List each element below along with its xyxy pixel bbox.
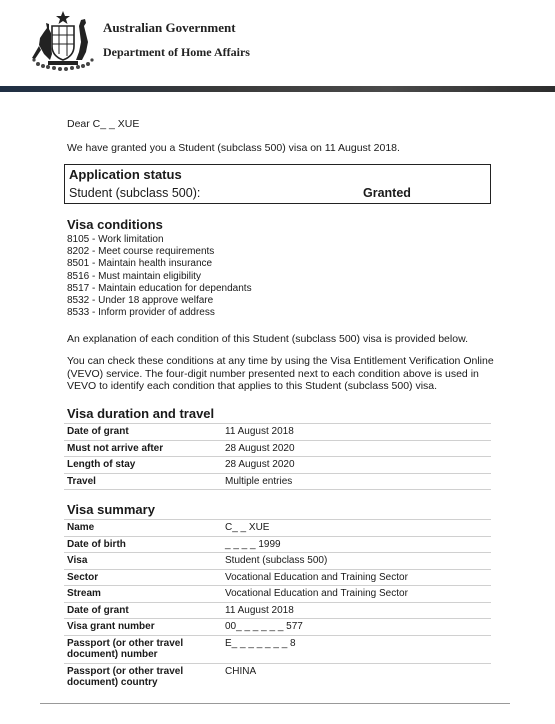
footer-divider (40, 703, 510, 704)
table-row (64, 553, 491, 570)
condition-item: 8533 - Inform provider of address (67, 307, 215, 319)
summary-heading: Visa summary (67, 502, 155, 517)
condition-item: 8105 - Work limitation (67, 234, 164, 245)
table-row (64, 602, 491, 619)
row-key: Length of stay (67, 459, 136, 470)
summary-table (64, 519, 491, 691)
status-value: Granted (363, 186, 411, 200)
table-row (64, 440, 491, 457)
row-key: Date of grant (67, 426, 129, 437)
table-row (64, 663, 491, 691)
table-row (64, 635, 491, 663)
row-value: Vocational Education and Training Sector (225, 571, 408, 583)
condition-item: 8516 - Must maintain eligibility (67, 270, 201, 282)
row-value: CHINA (225, 665, 257, 677)
table-row (64, 520, 491, 537)
conditions-explanation: An explanation of each condition of this Student (subclass 500) visa is provided below. (67, 333, 468, 345)
row-key: Visa grant number (67, 621, 155, 632)
visa-conditions-heading: Visa conditions (67, 217, 163, 232)
row-key: Stream (67, 588, 101, 599)
vevo-paragraph: You can check these conditions at any time by using the Visa Entitlement Verification Online (VEVO) service. The four-digit number presented next to each condition above is used in VEVO to identify each condition that applies to this Student (subclass 500) visa. (67, 355, 494, 393)
duration-table (64, 423, 491, 490)
condition-item: 8517 - Maintain education for dependants (67, 282, 252, 294)
table-row (64, 457, 491, 474)
header-band (0, 86, 555, 92)
row-value: 28 August 2020 (225, 442, 295, 454)
table-row (64, 536, 491, 553)
row-key: Date of birth (67, 538, 126, 550)
row-value: Vocational Education and Training Sector (225, 588, 408, 599)
application-status-box (64, 164, 491, 204)
row-value: 00_ _ _ _ _ _ 577 (225, 621, 303, 632)
row-key: Passport (or other travel document) number (67, 637, 184, 660)
grant-statement: We have granted you a Student (subclass 500) visa on 11 August 2018. (67, 142, 400, 154)
letterhead (0, 0, 555, 84)
row-value: _ _ _ _ 1999 (225, 538, 281, 550)
row-value: 11 August 2018 (225, 426, 294, 437)
row-value: Student (subclass 500) (225, 555, 328, 566)
row-key: Sector (67, 571, 99, 583)
department-name: Department of Home Affairs (103, 45, 250, 59)
table-row (64, 619, 491, 636)
application-status-title: Application status (69, 167, 182, 182)
row-value: 11 August 2018 (225, 604, 294, 616)
row-value: C_ _ XUE (225, 522, 270, 533)
status-label: Student (subclass 500): (69, 186, 201, 200)
row-value: E_ _ _ _ _ _ _ 8 (225, 637, 296, 649)
row-key: Passport (or other travel document) country (67, 665, 184, 688)
row-key: Visa (67, 555, 88, 566)
row-value: Multiple entries (225, 475, 293, 487)
condition-item: 8202 - Meet course requirements (67, 246, 215, 258)
table-row (64, 586, 491, 603)
table-row (64, 473, 491, 490)
condition-item: 8501 - Maintain health insurance (67, 258, 213, 270)
salutation: Dear C_ _ XUE (67, 118, 140, 130)
row-key: Date of grant (67, 604, 129, 616)
table-row (64, 569, 491, 586)
row-key: Must not arrive after (67, 442, 164, 454)
row-key: Travel (67, 475, 96, 487)
duration-heading: Visa duration and travel (67, 406, 215, 421)
conditions-list (67, 234, 252, 319)
coat-of-arms-icon (30, 10, 96, 72)
row-value: 28 August 2020 (225, 459, 295, 470)
table-row (64, 424, 491, 441)
condition-item: 8532 - Under 18 approve welfare (67, 295, 214, 307)
gov-name: Australian Government (103, 20, 236, 35)
row-key: Name (67, 522, 95, 533)
